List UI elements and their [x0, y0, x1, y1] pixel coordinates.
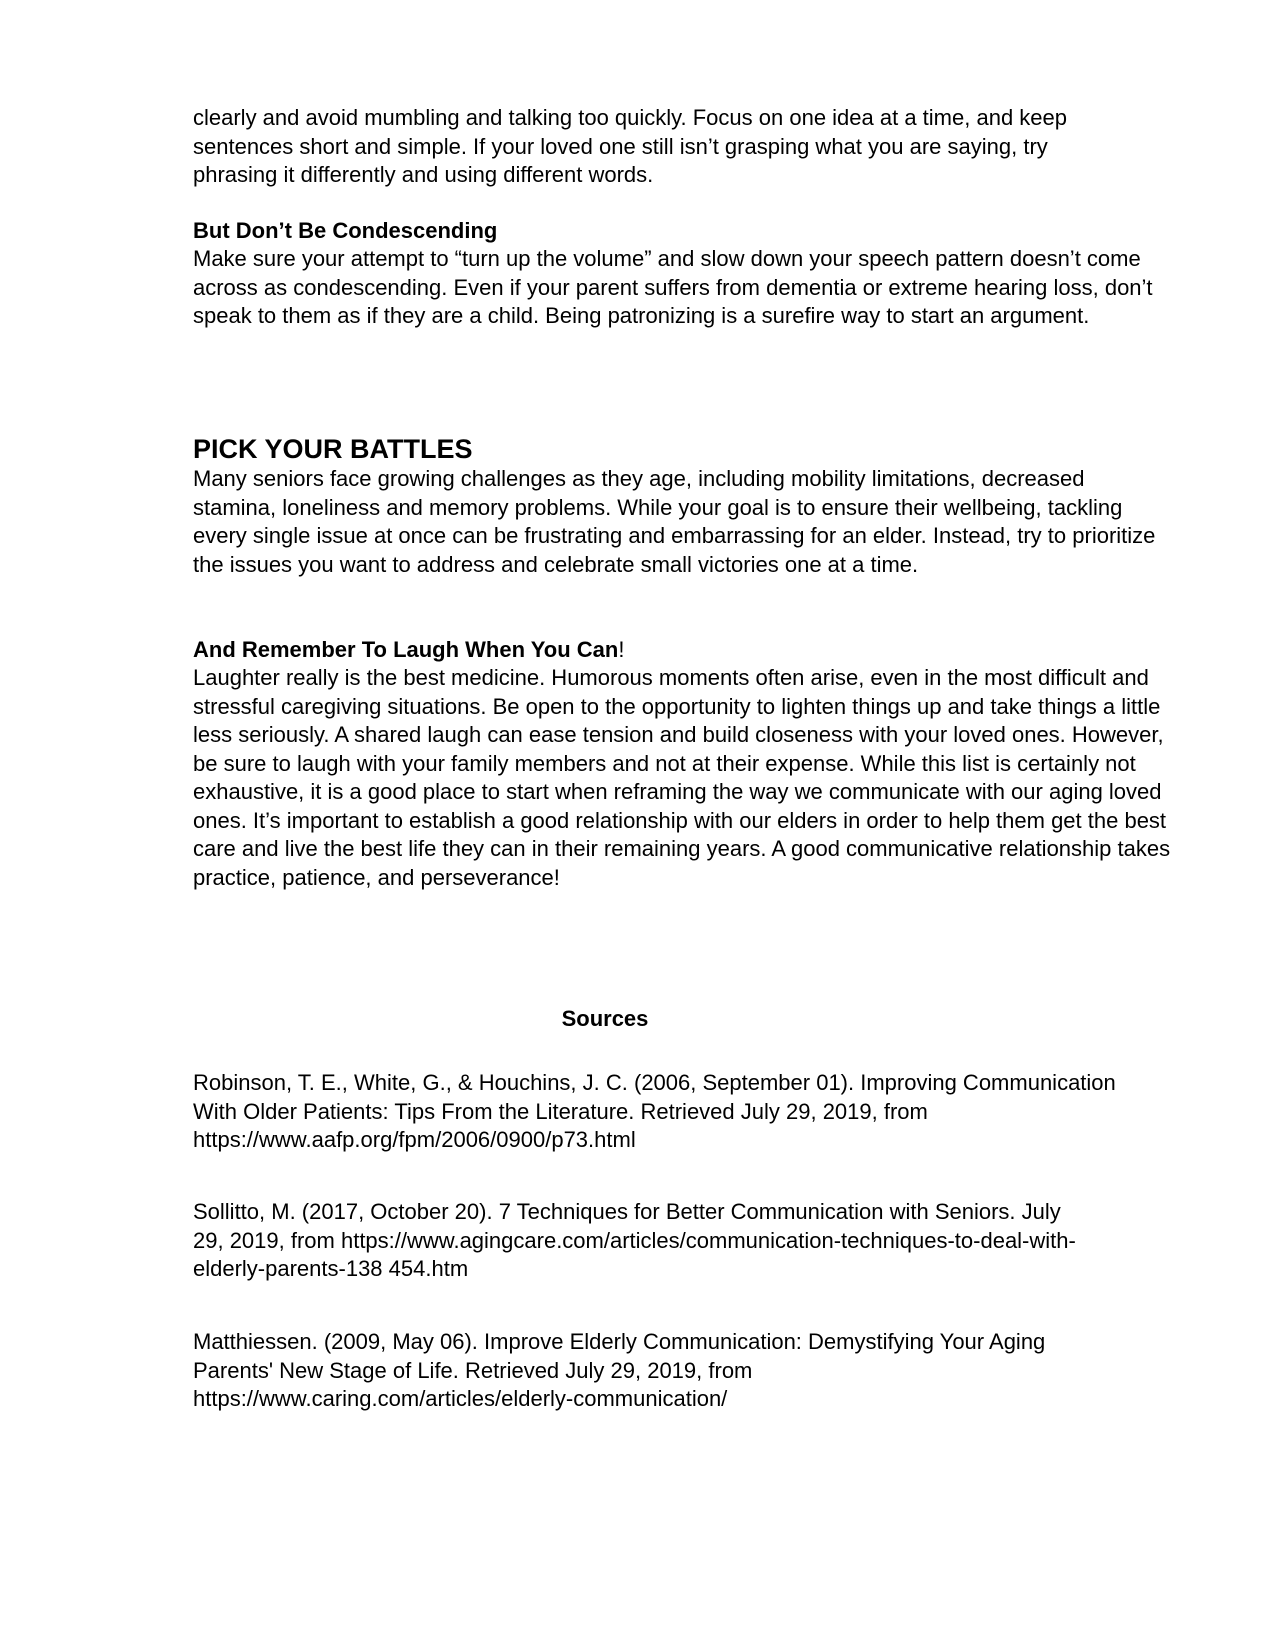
intro-paragraph: clearly and avoid mumbling and talking too quickly. Focus on one idea at a time, and keep sentences short and simple. If your loved one still isn’t grasping what you are saying, try phrasing it differently and using different words. — [193, 105, 1067, 187]
source-item: Robinson, T. E., White, G., & Houchins, J. C. (2006, September 01). Improving Communication With Older Patients: Tips From the Literature. Retrieved July 29, 2019, from https://www.aafp.org/fpm/2006/0900/p73.html — [193, 1070, 1116, 1152]
laugh-heading — [193, 636, 1183, 665]
laugh-paragraph: Laughter really is the best medicine. Humorous moments often arise, even in the most difficult and stressful caregiving situations. Be open to the opportunity to lighten things up and take things a little less seriously. A shared laugh can ease tension and build closeness with your loved ones. However, be sure to laugh with your family members and not at their expense. While this list is certainly not exhaustive, it is a good place to start when reframing the way we communicate with our aging loved ones. It’s important to establish a good relationship with our elders in order to help them get the best care and live the best life they can in their remaining years. A good communicative relationship takes practice, patience, and perseverance! — [193, 665, 1171, 890]
battles-paragraph: Many seniors face growing challenges as they age, including mobility limitations, decreased stamina, loneliness and memory problems. While your goal is to ensure their wellbeing, tackling every single issue at once can be frustrating and embarrassing for an elder. Instead, try to prioritize the issues you want to address and celebrate small victories one at a time. — [193, 466, 1156, 577]
sources-heading: Sources — [561, 1006, 649, 1031]
source-item: Sollitto, M. (2017, October 20). 7 Techniques for Better Communication with Seniors. July 29, 2019, from https://www.agingcare.com/articles/communication-techniques-to-deal-with-elderly-parents-138 454.htm — [193, 1199, 1076, 1281]
source-item: Matthiessen. (2009, May 06). Improve Elderly Communication: Demystifying Your Aging Parents' New Stage of Life. Retrieved July 29, 2019, from https://www.caring.com/articles/elderly-communication/ — [193, 1329, 1046, 1411]
pick-your-battles-heading: PICK YOUR BATTLES — [193, 434, 473, 464]
laugh-heading-text: And Remember To Laugh When You Can — [193, 637, 619, 662]
laugh-heading-trail: ! — [618, 637, 625, 662]
condescending-heading: But Don’t Be Condescending — [193, 218, 498, 243]
condescending-paragraph: Make sure your attempt to “turn up the volume” and slow down your speech pattern doesn’t come across as condescending. Even if your parent suffers from dementia or extreme hearing loss, don’t speak to them as if they are a child. Being patronizing is a surefire way to start an argument. — [193, 246, 1153, 328]
